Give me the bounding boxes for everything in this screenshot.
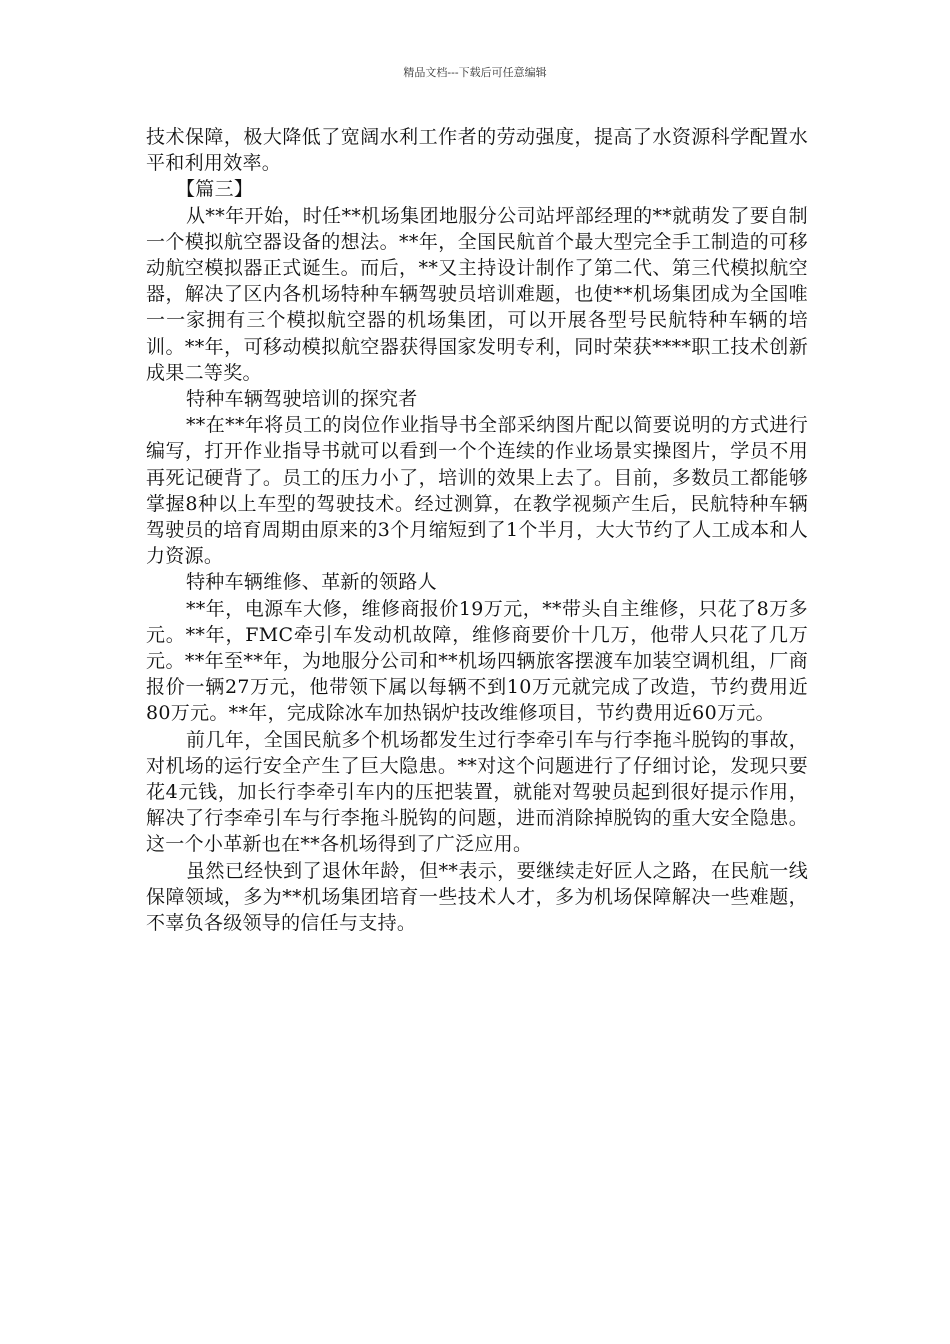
subheading: 特种车辆维修、革新的领路人: [186, 571, 437, 594]
paragraph: 前几年，全国民航多个机场都发生过行李牵引车与行李拖斗脱钩的事故，对机场的运行安全产生了巨大隐患。**对这个问题进行了仔细讨论，发现只要花4元钱，加长行李牵引车内的压把装置，就能对驾驶员起到很好提示作用，解决了行李牵引车与行李拖斗脱钩的问题，进而消除掉脱钩的重大安全隐患。这一个小革新也在**各机场得到了广泛应用。: [146, 728, 808, 856]
paragraph-continuation: 技术保障，极大降低了宽阔水利工作者的劳动强度，提高了水资源科学配置水平和利用效率。: [146, 126, 808, 175]
paragraph: **在**年将员工的岗位作业指导书全部采纳图片配以简要说明的方式进行编写，打开作业指导书就可以看到一个个连续的作业场景实操图片，学员不用再死记硬背了。员工的压力小了，培训的效果上去了。目前，多数员工都能够掌握8种以上车型的驾驶技术。经过测算，在教学视频产生后，民航特种车辆驾驶员的培育周期由原来的3个月缩短到了1个半月，大大节约了人工成本和人力资源。: [146, 414, 808, 568]
document-body: [146, 124, 808, 936]
section-heading: 【篇三】: [176, 178, 254, 201]
subheading: 特种车辆驾驶培训的探究者: [186, 388, 418, 411]
paragraph: 虽然已经快到了退休年龄，但**表示，要继续走好匠人之路，在民航一线保障领域，多为**机场集团培育一些技术人才，多为机场保障解决一些难题，不辜负各级领导的信任与支持。: [146, 859, 808, 935]
paragraph: 从**年开始，时任**机场集团地服分公司站坪部经理的**就萌发了要自制一个模拟航空器设备的想法。**年，全国民航首个最大型完全手工制造的可移动航空模拟器正式诞生。而后，**又主持设计制作了第二代、第三代模拟航空器，解决了区内各机场特种车辆驾驶员培训难题，也使**机场集团成为全国唯一一家拥有三个模拟航空器的机场集团，可以开展各型号民航特种车辆的培训。**年，可移动模拟航空器获得国家发明专利，同时荣获****职工技术创新成果二等奖。: [146, 204, 808, 384]
paragraph: **年，电源车大修，维修商报价19万元，**带头自主维修，只花了8万多元。**年，FMC牵引车发动机故障，维修商要价十几万，他带人只花了几万元。**年至**年，为地服分公司和**机场四辆旅客摆渡车加装空调机组，厂商报价一辆27万元，他带领下属以每辆不到10万元就完成了改造，节约费用近80万元。**年，完成除冰车加热锅炉技改维修项目，节约费用近60万元。: [146, 597, 808, 725]
page-header: 精品文档---下载后可任意编辑: [403, 66, 547, 79]
